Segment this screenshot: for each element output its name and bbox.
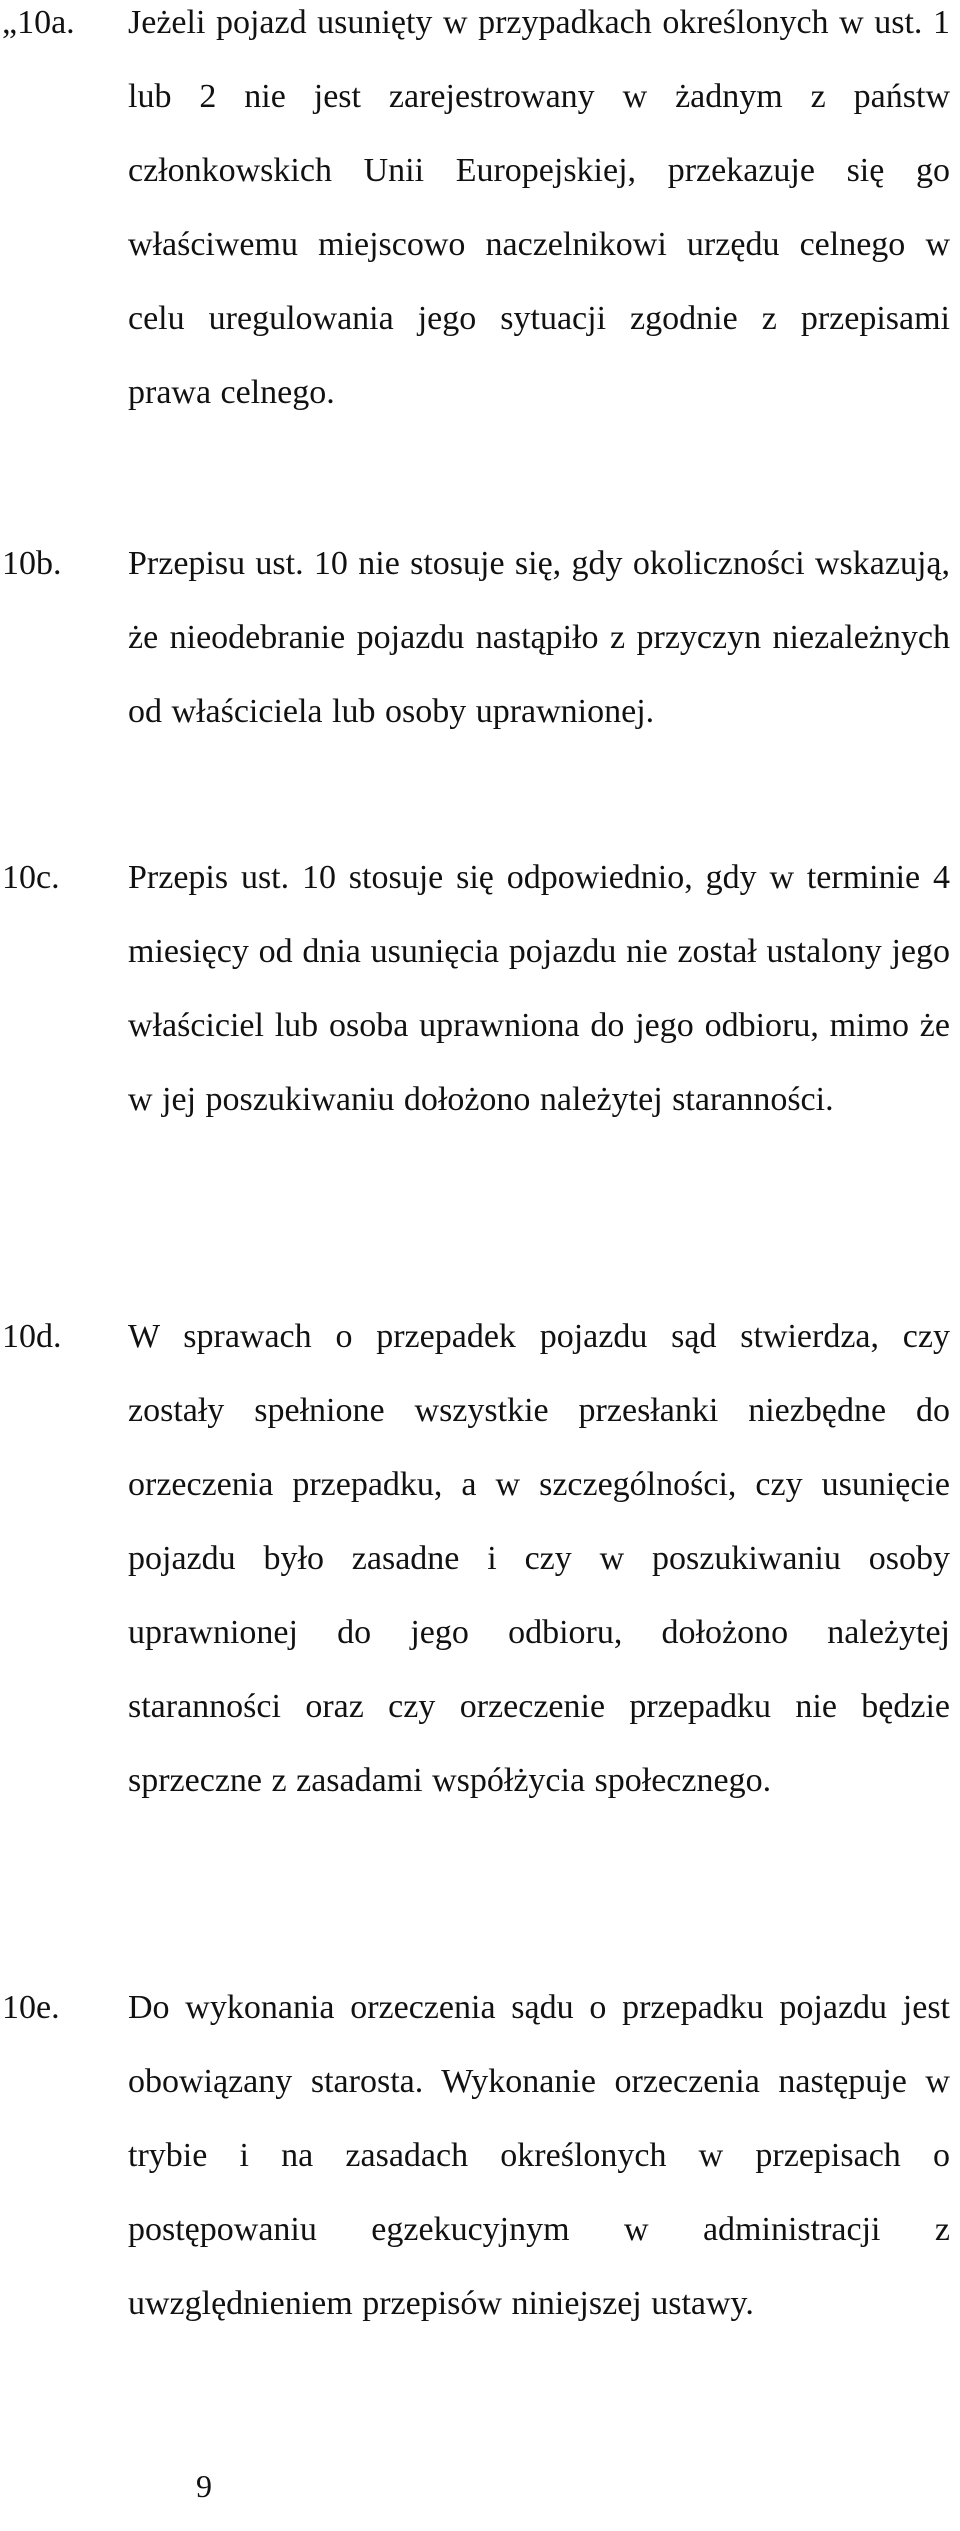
paragraph-number: „10a.	[2, 4, 75, 41]
page-number: 9	[196, 2468, 212, 2504]
paragraph-number: 10c.	[2, 859, 60, 896]
paragraph-text: W sprawach o przepadek pojazdu sąd stwierdza, czy zostały spełnione wszystkie przesłanki niezbędne do orzeczenia przepadku, a w szczególności, czy usunięcie pojazdu było zasadne i czy w poszukiwaniu osoby uprawnionej do jego odbioru, dołożono należytej staranności oraz czy orzeczenie przepadku nie będzie sprzeczne z zasadami współżycia społecznego.	[128, 1318, 950, 1799]
paragraph-number: 10d.	[2, 1318, 62, 1355]
paragraph-number: 10b.	[2, 545, 62, 582]
paragraph-text: Przepis ust. 10 stosuje się odpowiednio, gdy w terminie 4 miesięcy od dnia usunięcia pojazdu nie został ustalony jego właściciel lub osoba uprawniona do jego odbioru, mimo że w jej poszukiwaniu dołożono należytej staranności.	[128, 859, 950, 1118]
paragraph-number: 10e.	[2, 1989, 60, 2026]
paragraph-text: Przepisu ust. 10 nie stosuje się, gdy okoliczności wskazują, że nieodebranie pojazdu nastąpiło z przyczyn niezależnych od właściciela lub osoby uprawnionej.	[128, 545, 950, 730]
paragraph-text: Jeżeli pojazd usunięty w przypadkach określonych w ust. 1 lub 2 nie jest zarejestrowany w żadnym z państw członkowskich Unii Europejskiej, przekazuje się go właściwemu miejscowo naczelnikowi urzędu celnego w celu uregulowania jego sytuacji zgodnie z przepisami prawa celnego.	[128, 4, 950, 411]
paragraph-text: Do wykonania orzeczenia sądu o przepadku pojazdu jest obowiązany starosta. Wykonanie orzeczenia następuje w trybie i na zasadach określonych w przepisach o postępowaniu egzekucyjnym w administracji z uwzględnieniem przepisów niniejszej ustawy.	[128, 1989, 950, 2322]
